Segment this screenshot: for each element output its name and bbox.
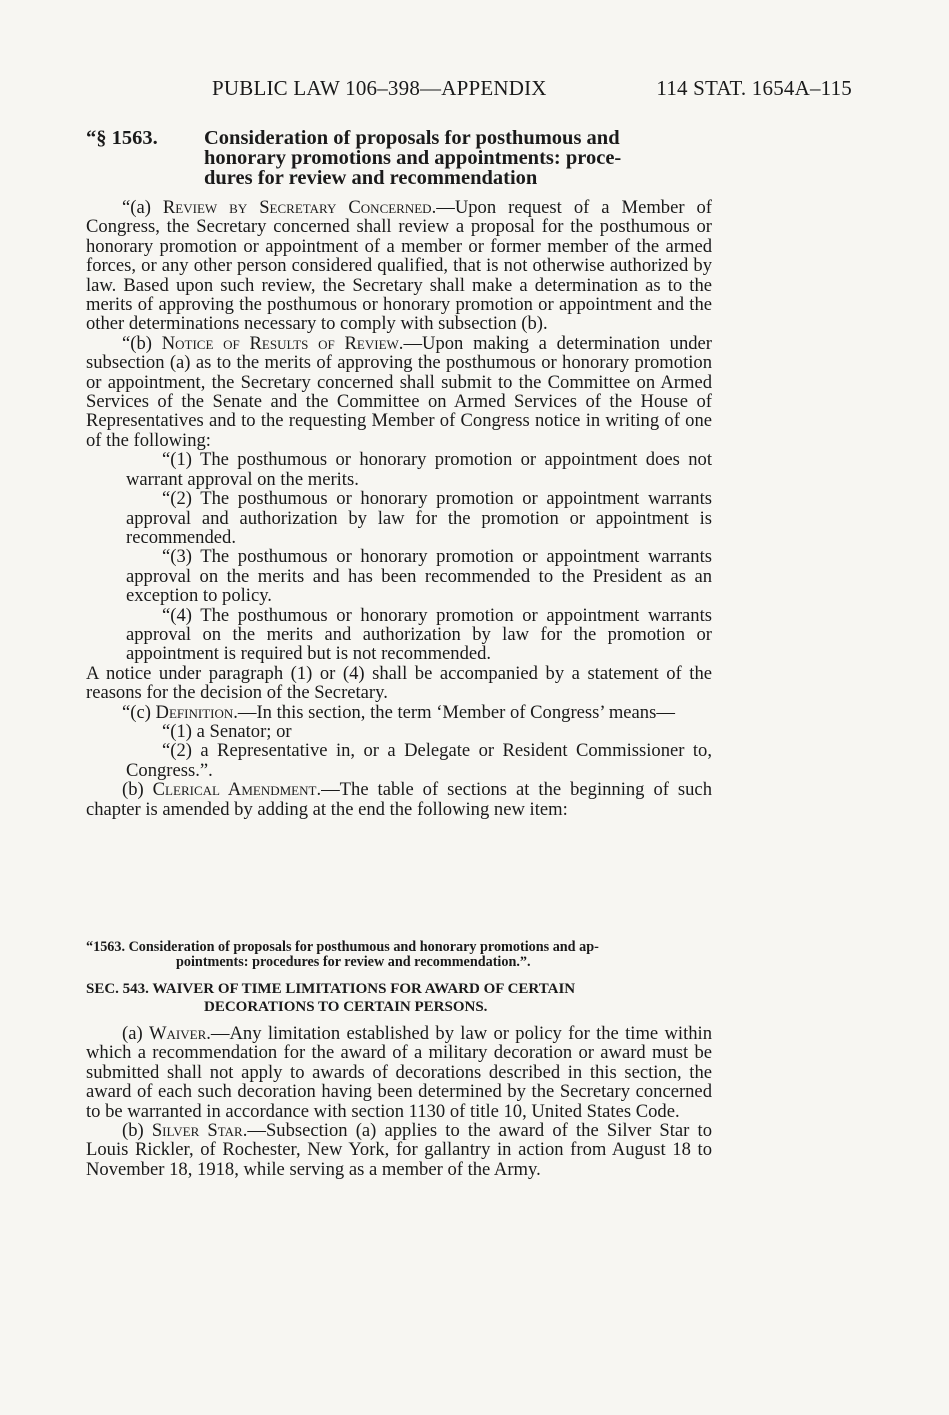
clerical-amendment-text: .—The table of sections at the beginning of such chapter is amended by adding at the end the following new item: xyxy=(86,779,712,820)
definition-2: “(2) a Representative in, or a Delegate or Resident Commissioner to, Congress.”. xyxy=(126,740,712,781)
subsection-b-text: .—Upon making a determination under subsection (a) as to the merits of approving the posthumous or honorary promotion or appointment, the Secretary concerned shall submit to the Committee on Armed Services of the Senate and the Committee on Armed Services of the House of Representatives and to the requesting Member of Congress notice in writing of one of the following: xyxy=(86,332,712,451)
section-title-line1: Consideration of proposals for posthumous and xyxy=(204,127,620,149)
definition-1: “(1) a Senator; or xyxy=(162,720,292,742)
section-543-body xyxy=(86,1024,712,1179)
subsection-c: “(c) Definition.—In this section, the term ‘Member of Congress’ means— xyxy=(122,701,675,723)
section-543-line1: SEC. 543. WAIVER OF TIME LIMITATIONS FOR AWARD OF CERTAIN xyxy=(86,981,576,997)
section-number: “§ 1563. xyxy=(86,127,158,149)
subsection-a-heading: Review by Secretary Concerned xyxy=(162,197,432,218)
subsection-c-heading: Definition xyxy=(155,701,234,723)
section-1563-heading xyxy=(86,128,712,188)
waiver-paragraph: (a) Waiver.—Any limitation established by law or policy for the time within which a recommendation for the award of a military decoration or award must be submitted shall not apply to awards of decorations described in this section, the award of each such decoration having been determined by the Secretary concerned to be warranted in accordance with section 1130 of title 10, United States Code. xyxy=(86,1023,712,1122)
section-1563-body xyxy=(86,198,712,819)
paragraph-2: “(2) The posthumous or honorary promotion or appointment warrants approval and authorization by law for the promotion or appointment is recommended. xyxy=(126,488,712,548)
header-right: 114 STAT. 1654A–115 xyxy=(656,76,852,100)
paragraph-4: “(4) The posthumous or honorary promotion or appointment warrants approval on the merits and authorization by law for the promotion or appointment is required but is not recommended. xyxy=(126,604,712,665)
section-title-line2: honorary promotions and appointments: proce- xyxy=(204,147,622,169)
subsection-c-text: .—In this section, the term ‘Member of Congress’ means— xyxy=(233,701,675,723)
waiver-text: .—Any limitation established by law or policy for the time within which a recommendation for the award of a military decoration or award must be submitted shall not apply to awards of decorations described in this section, the award of each such decoration having been determined by the Secretary concerned to be warranted in accordance with section 1130 of title 10, United States Code. xyxy=(86,1023,712,1122)
subsection-b-heading: Notice of Results of Review xyxy=(161,332,399,354)
table-of-sections-item xyxy=(86,940,712,970)
section-543-line2: DECORATIONS TO CERTAIN PERSONS. xyxy=(204,999,488,1015)
clerical-amendment-heading: Clerical Amendment xyxy=(152,779,317,801)
toc-line2: pointments: procedures for review and recommendation.”. xyxy=(176,954,531,970)
subsection-a-text: .—Upon request of a Member of Congress, the Secretary concerned shall review a proposal for the posthumous or honorary promotion or appointment of a member or former member of the armed forces, or any other person considered qualified, that is not otherwise authorized by law. Based upon such review, the Secretary shall make a determination as to the merits of approving the posthumous or honorary promotion or appointment and the other determinations necessary to comply with subsection (b). xyxy=(86,197,713,335)
silver-star-paragraph: (b) Silver Star.—Subsection (a) applies to the award of the Silver Star to Louis Rickler, of Rochester, New York, for gallantry in action from August 18 to November 18, 1918, while serving as a member of the Army. xyxy=(86,1120,712,1180)
running-header xyxy=(212,76,852,101)
subsection-b: “(b) Notice of Results of Review.—Upon making a determination under subsection (a) as to the merits of approving the posthumous or honorary promotion or appointment, the Secretary concerned shall submit to the Committee on Armed Services of the Senate and the Committee on Armed Services of the House of Representatives and to the requesting Member of Congress notice in writing of one of the following: xyxy=(86,332,712,451)
subsection-a: “(a) Review by Secretary Concerned.—Upon request of a Member of Congress, the Secretary concerned shall review a proposal for the posthumous or honorary promotion or appointment of a member or former member of the armed forces, or any other person considered qualified, that is not otherwise authorized by law. Based upon such review, the Secretary shall make a determination as to the merits of approving the posthumous or honorary promotion or appointment and the other determinations necessary to comply with subsection (b). xyxy=(86,197,713,335)
toc-line1: “1563. Consideration of proposals for posthumous and honorary promotions and ap- xyxy=(86,939,599,955)
silver-star-heading: Silver Star xyxy=(151,1120,243,1142)
section-title-line3: dures for review and recommendation xyxy=(204,167,538,189)
clerical-amendment: (b) Clerical Amendment.—The table of sections at the beginning of such chapter is amended by adding at the end the following new item: xyxy=(86,779,712,820)
paragraph-1: “(1) The posthumous or honorary promotion or appointment does not warrant approval on the merits. xyxy=(126,449,712,490)
paragraph-3: “(3) The posthumous or honorary promotion or appointment warrants approval on the merits and has been recommended to the President as an exception to policy. xyxy=(126,546,712,607)
section-543-heading xyxy=(86,980,712,1016)
notice-closing: A notice under paragraph (1) or (4) shall be accompanied by a statement of the reasons for the decision of the Secretary. xyxy=(86,662,712,704)
silver-star-text: .—Subsection (a) applies to the award of the Silver Star to Louis Rickler, of Rochester, New York, for gallantry in action from August 18 to November 18, 1918, while serving as a member of the Army. xyxy=(86,1120,712,1180)
header-left: PUBLIC LAW 106–398—APPENDIX xyxy=(212,76,547,100)
waiver-heading: Waiver xyxy=(148,1023,207,1044)
